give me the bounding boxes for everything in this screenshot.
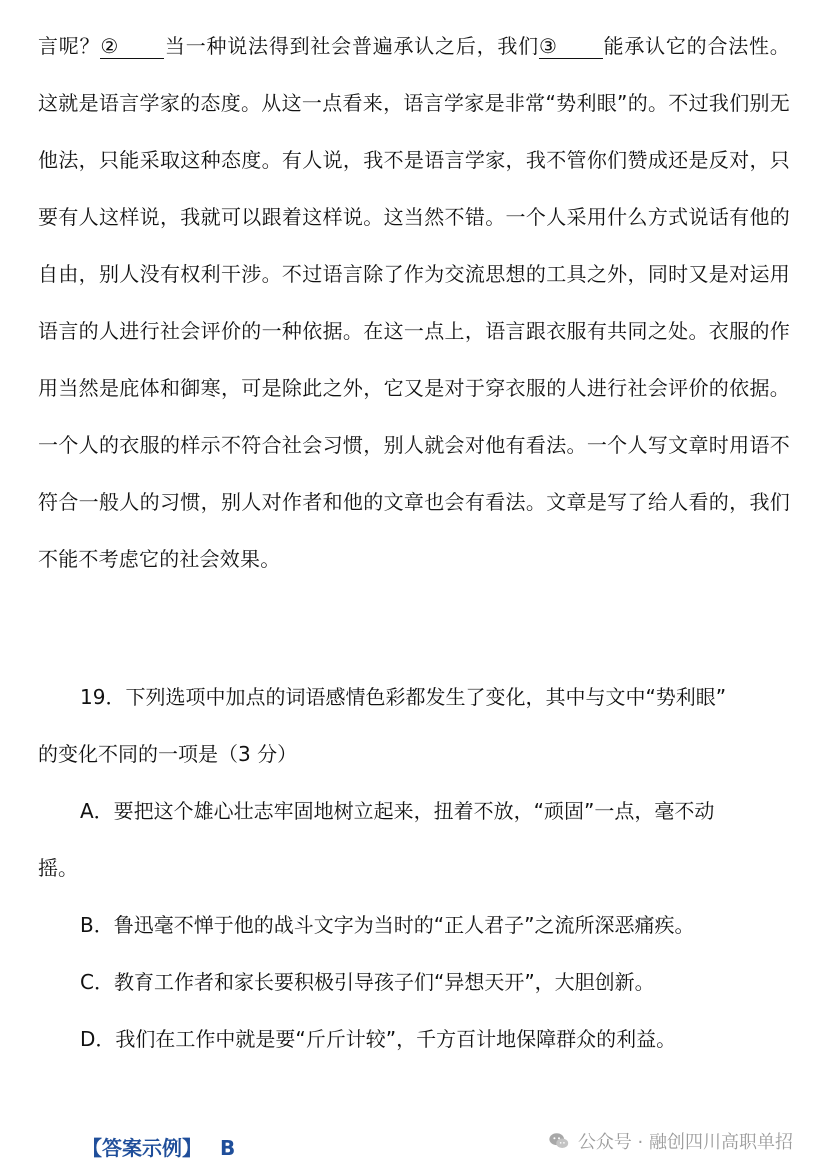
question-stem-line-1 (38, 669, 790, 726)
question-stem: 19．下列选项中加点的词语感情色彩都发生了变化，其中与文中“势利眼” (80, 685, 727, 709)
passage-line1-c: 能承认它的合法性。 (602, 34, 790, 58)
wechat-icon (548, 1130, 570, 1152)
watermark (548, 1128, 793, 1154)
option-d-line (38, 1011, 790, 1068)
option-c: C．教育工作者和家长要积极引导孩子们“异想天开”，大胆创新。 (80, 970, 655, 994)
option-a-line-1 (38, 783, 790, 840)
passage-line-1 (38, 18, 790, 75)
watermark-text: 公众号 · 融创四川高职单招 (577, 1132, 793, 1153)
option-a: A．要把这个雄心壮志牢固地树立起来，扭着不放，“顽固”一点，毫不动 (80, 799, 715, 823)
question-stem-line-2: 的变化不同的一项是（3 分） (38, 742, 298, 766)
blank-2: ② (100, 34, 164, 59)
passage-line1-b: 当一种说法得到社会普遍承认之后，我们 (164, 34, 539, 58)
blank-3: ③ (539, 34, 603, 59)
option-c-line (38, 954, 790, 1011)
answer-label: 【答案示例】 (82, 1136, 202, 1160)
option-b-line (38, 897, 790, 954)
passage-line1-a: 言呢？ (38, 34, 101, 58)
option-a-line-2: 摇。 (38, 856, 78, 880)
answer-value: B (220, 1136, 236, 1160)
passage-body: 这就是语言学家的态度。从这一点看来，语言学家是非常“势利眼”的。不过我们别无他法，只能采取这种态度。有人说，我不是语言学家，我不管你们赞成还是反对，只要有人这样说，我就可以跟着这样说。这当然不错。一个人采用什么方式说话有他的自由，别人没有权利干涉。不过语言除了作为交流思想的工具之外，同时又是对运用语言的人进行社会评价的一种依据。在这一点上，语言跟衣服有共同之处。衣服的作用当然是庇体和御寒，可是除此之外，它又是对于穿衣服的人进行社会评价的依据。一个人的衣服的样示不符合社会习惯，别人就会对他有看法。一个人写文章时用语不符合一般人的习惯，别人对作者和他的文章也会有看法。文章是写了给人看的，我们不能不考虑它的社会效果。 (38, 91, 790, 571)
option-b: B．鲁迅毫不惮于他的战斗文字为当时的“正人君子”之流所深恶痛疾。 (80, 913, 695, 937)
option-d: D．我们在工作中就是要“斤斤计较”，千方百计地保障群众的利益。 (80, 1027, 677, 1051)
answer-block (82, 1132, 235, 1161)
